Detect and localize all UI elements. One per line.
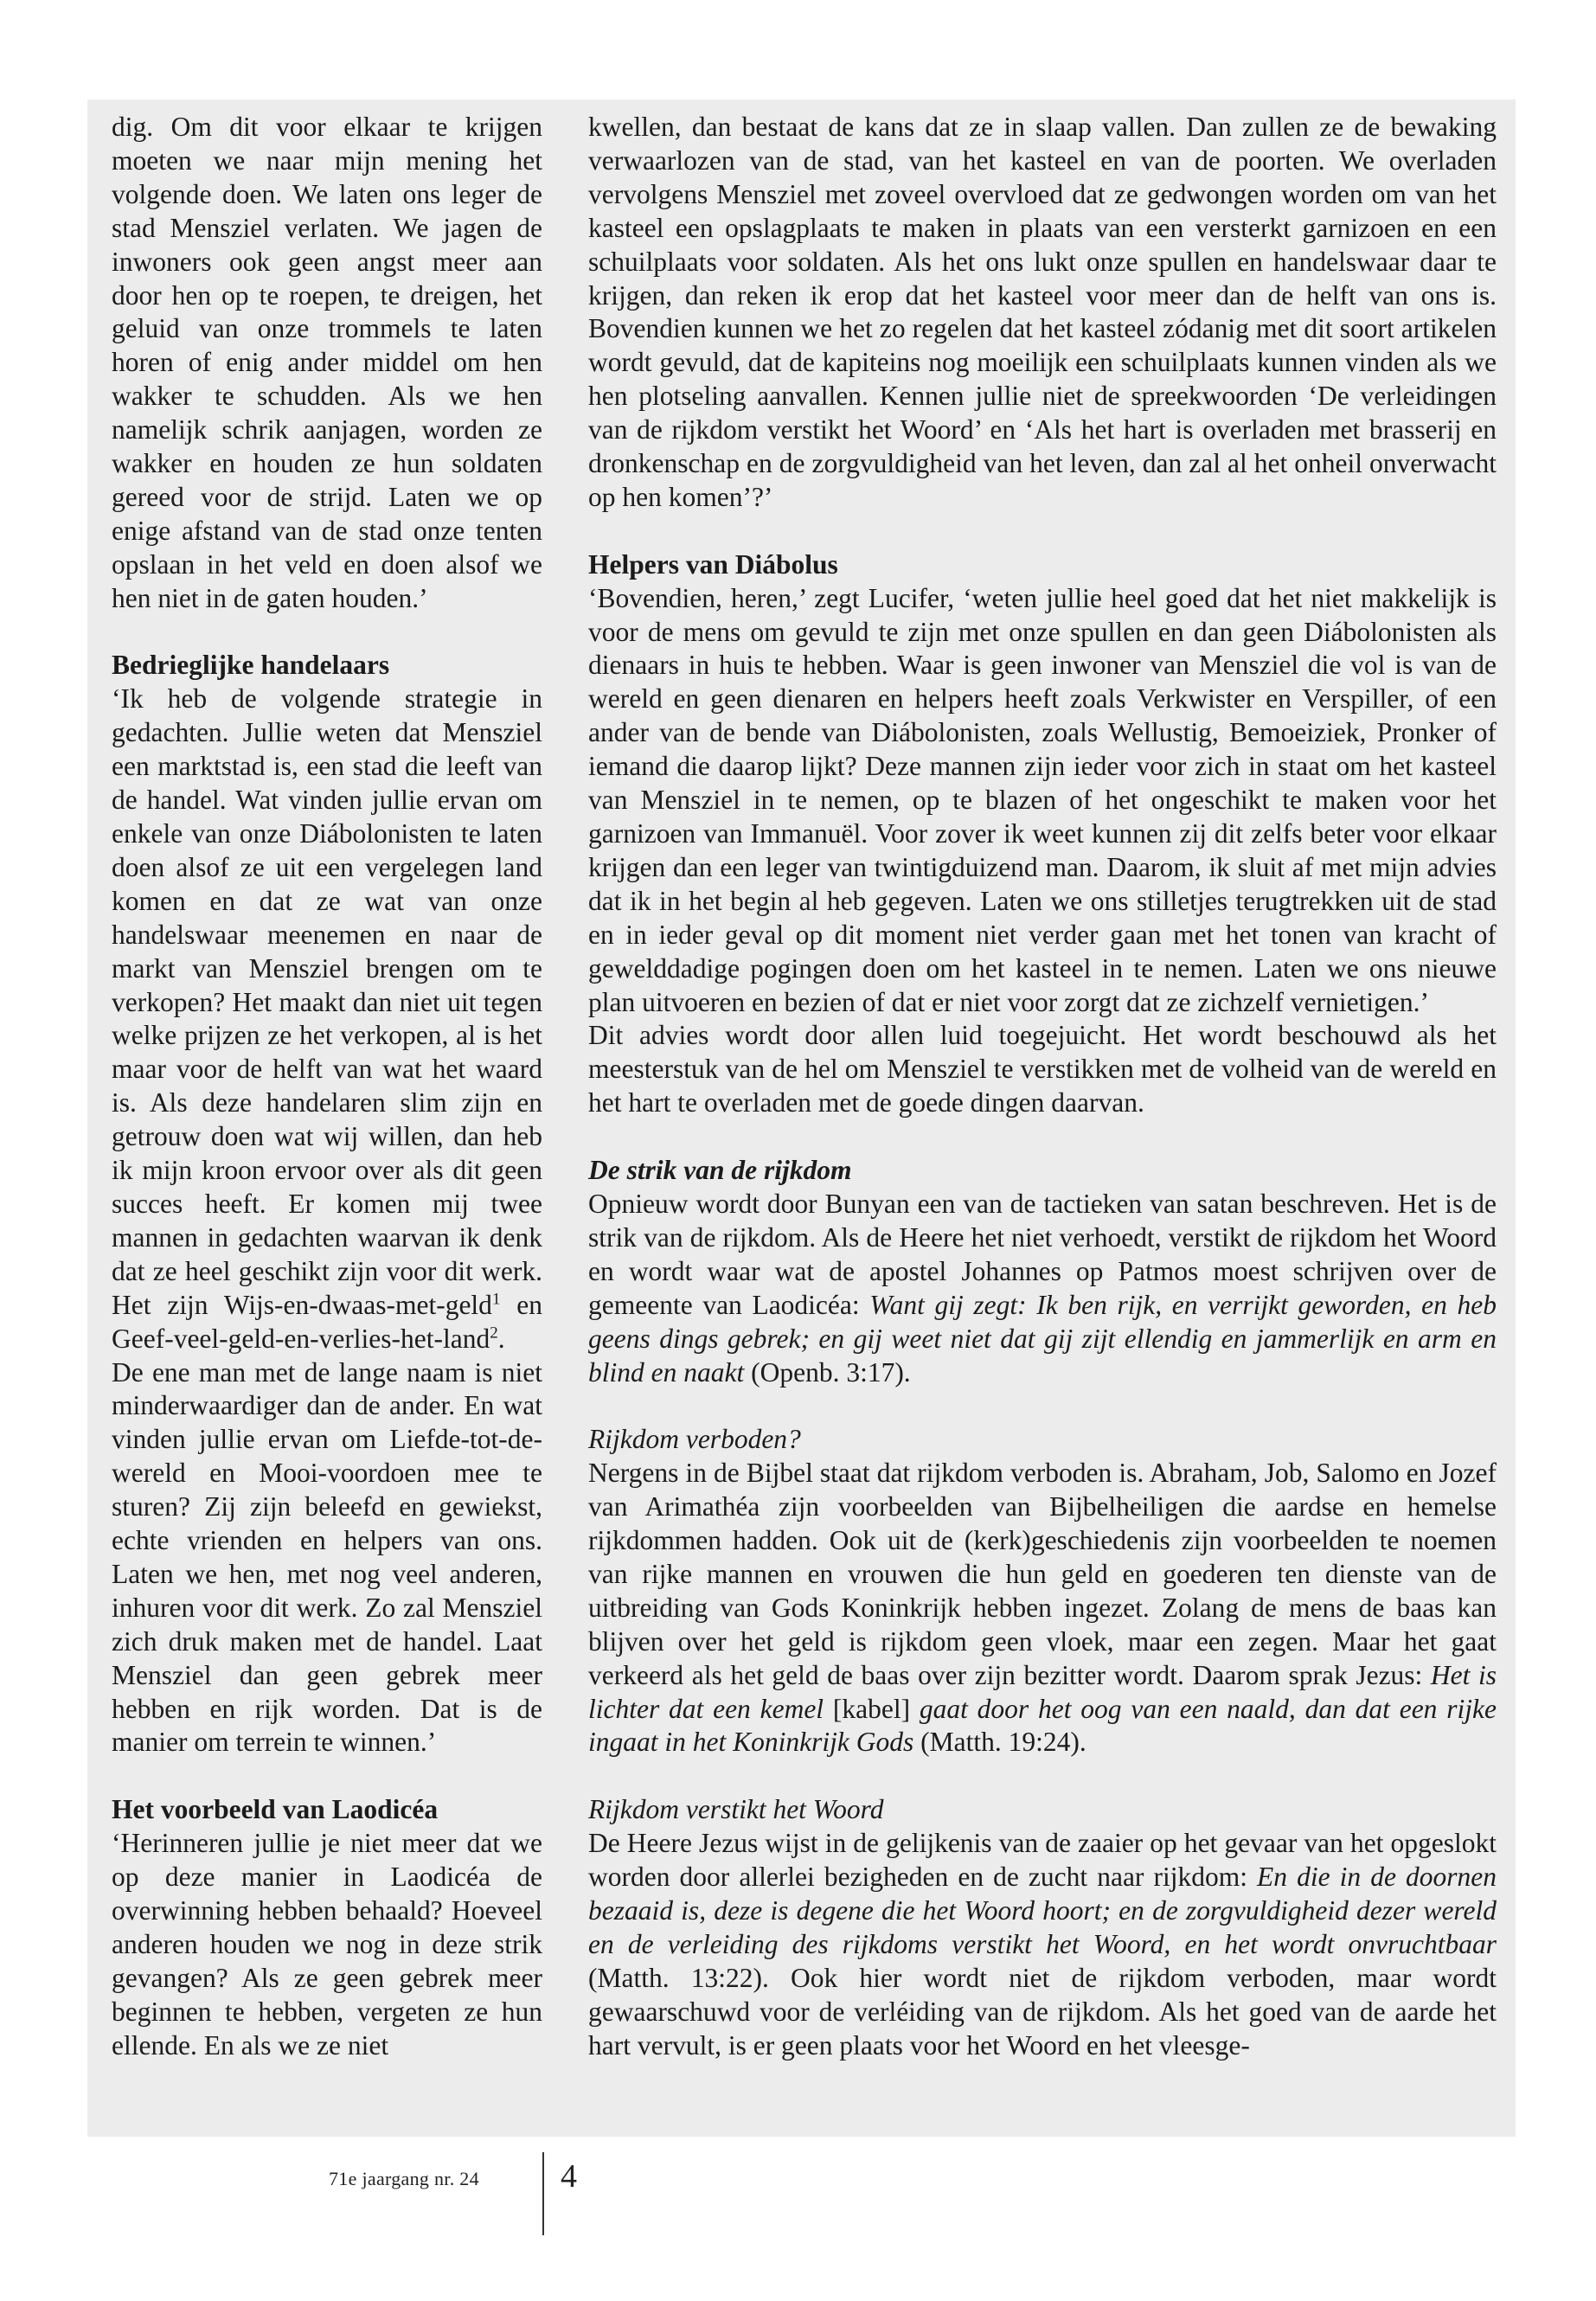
paragraph: ‘Herinneren jullie je niet meer dat we op deze manier in Laodicéa de overwinning hebben behaald? Hoeveel anderen houden we nog in deze strik gevangen? Als ze geen gebrek meer beginnen te hebben, vergeten ze hun ellende. En als we ze niet: [112, 1828, 542, 2061]
scripture-quote: Want gij zegt: Ik ben rijk, en verrijkt geworden, en heb geens dings gebrek; en gij weet niet dat gij zijt ellendig en jammerlijk en arm en blind en naakt: [588, 1289, 1497, 1388]
paragraph: kwellen, dan bestaat de kans dat ze in slaap vallen. Dan zullen ze de bewaking verwaarlozen van de stad, van het kasteel en van de poorten. We overladen vervolgens Mensziel met zoveel overvloed dat ze gedwongen worden om van het kasteel een opslagplaats te maken in plaats van een versterkt garnizoen en een schuilplaats voor soldaten. Als het ons lukt onze spullen en handelswaar daar te krijgen, dan reken ik erop dat het kasteel voor meer dan de helft van ons is. Bovendien kunnen we het zo regelen dat het kasteel zódanig met dit soort artikelen wordt gevuld, dat de kapiteins nog moeilijk een schuilplaats kunnen vinden als we hen plotseling aanvallen. Kennen jullie niet de spreekwoorden ‘De verleidingen van de rijkdom verstikt het Woord’ en ‘Als het hart is overladen met brasserij en dronkenschap en de zorgvuldigheid van het leven, dan zal al het onheil onverwacht op hen komen’?’: [588, 112, 1497, 512]
page-number: 4: [561, 2158, 577, 2195]
text-run: . De ene man met de lange naam is niet minderwaardiger dan de ander. En wat vinden jullie ervan om Liefde-tot-de-wereld en Mooi-voordoen mee te sturen? Zij zijn beleefd en gewiekst, echte vrienden en helpers van ons. Laten we hen, met nog veel anderen, inhuren voor dit werk. Zo zal Mensziel zich druk maken met de handel. Laat Mensziel dan geen gebrek meer hebben en rijk worden. Dat is de manier om terrein te winnen.’: [112, 1323, 542, 1758]
paragraph: [588, 1457, 1497, 1759]
paragraph-spacer: [588, 1759, 1497, 1793]
scripture-quote: En die in de doornen bezaaid is, deze is degene die het Woord hoort; en de zorgvuldigheid dezer wereld en de verleiding des rijkdoms verstikt het Woord, en het wordt onvruchtbaar: [588, 1862, 1497, 1959]
text-run: De Heere Jezus wijst in de gelijkenis van de zaaier op het gevaar van het opgeslokt worden door allerlei bezigheden en de zucht naar rijkdom:: [588, 1828, 1497, 1893]
scripture-reference: (Openb. 3:17).: [744, 1356, 911, 1388]
section-heading-voorbeeld-laodicea: Het voorbeeld van Laodicéa: [112, 1794, 439, 1825]
left-column: [112, 111, 542, 2063]
text-run: Nergens in de Bijbel staat dat rijkdom verboden is. Abraham, Job, Salomo en Jozef van Arimathéa zijn voorbeelden van Bijbelheiligen die aardse en hemelse rijkdommen hadden. Ook uit de (kerk)geschiedenis zijn voorbeelden te noemen van rijke mannen en vrouwen die hun geld en goederen ten dienste van de uitbreiding van Gods Koninkrijk hebben ingezet. Zolang de mens de baas kan blijven over het geld is rijkdom geen vloek, maar een zegen. Maar het gaat verkeerd als het geld de baas over zijn bezitter wordt. Daarom sprak Jezus:: [588, 1458, 1497, 1690]
scripture-reference: (Matth. 19:24).: [913, 1727, 1086, 1758]
section-heading-strik-van-de-rijkdom: De strik van de rijkdom: [588, 1155, 852, 1186]
paragraph-spacer: [588, 515, 1497, 548]
subheading-rijkdom-verboden: Rijkdom verboden?: [588, 1424, 801, 1455]
paragraph: dig. Om dit voor elkaar te krijgen moeten we naar mijn mening het volgende doen. We laten ons leger de stad Mensziel verlaten. We jagen de inwoners ook geen angst meer aan door hen op te roepen, te dreigen, het geluid van onze trommels te laten horen of enig ander middel om hen wakker te schudden. Als we hen namelijk schrik aanjagen, worden ze wakker en houden ze hun soldaten gereed voor de strijd. Laten we op enige afstand van de stad onze tenten opslaan in het veld en doen alsof we hen niet in de gaten houden.’: [112, 112, 542, 613]
paragraph-spacer: [588, 1389, 1497, 1423]
text-run: ‘Ik heb de volgende strategie in gedachten. Jullie weten dat Mensziel een marktstad is, een stad die leeft van de handel. Wat vinden jullie ervan om enkele van onze Diábolonisten te laten doen alsof ze uit een vergelegen land komen en dat ze wat van onze handelswaar meenemen en naar de markt van Mensziel brengen om te verkopen? Het maakt dan niet uit tegen welke prijzen ze het verkopen, al is het maar voor de helft van wat het waard is. Als deze handelaren slim zijn en getrouw doen wat wij willen, dan heb ik mijn kroon ervoor over als dit geen succes heeft. Er komen mij twee mannen in gedachten waarvan ik denk dat ze heel geschikt zijn voor dit werk. Het zijn Wijs-en-dwaas-met-geld: [112, 683, 542, 1320]
text-run: (Matth. 13:22). Ook hier wordt niet de rijkdom verboden, maar wordt gewaarschuwd voor de verléiding van de rijkdom. Als het goed van de aarde het hart vervult, is er geen plaats voor het Woord en het vleesge-: [588, 1962, 1497, 2061]
paragraph-spacer: [112, 616, 542, 650]
paragraph: [588, 1188, 1497, 1389]
footnote-marker[interactable]: 2: [490, 1324, 498, 1343]
paragraph: Dit advies wordt door allen luid toegejuicht. Het wordt beschouwd als het meesterstuk van de hel om Mensziel te verstikken met de volheid van de wereld en het hart te overladen met de goede dingen daarvan.: [588, 1020, 1497, 1118]
text-run: en Geef-veel-geld-en-verlies-het-land: [112, 1289, 543, 1354]
paragraph-spacer: [588, 1120, 1497, 1154]
page-footer: [0, 2152, 1596, 2239]
paragraph: ‘Bovendien, heren,’ zegt Lucifer, ‘weten jullie heel goed dat het niet makkelijk is voor de mens om gevuld te zijn met onze spullen en dan geen Diábolonisten als dienaars in huis te hebben. Waar is geen inwoner van Mensziel die vol is van de wereld en geen dienaren en helpers heeft zoals Verkwister en Verspiller, of een ander van de bende van Diábolonisten, zoals Wellustig, Bemoeiziek, Pronker of iemand die daarop lijkt? Deze mannen zijn ieder voor zich in staat om het kasteel van Mensziel in te nemen, op te blazen of het ongeschikt te maken voor het garnizoen van Immanuël. Voor zover ik weet kunnen zij dit zelfs beter voor elkaar krijgen dan een leger van twintigduizend man. Daarom, ik sluit af met mijn advies dat ik in het begin al heb gegeven. Laten we ons stilletjes terugtrekken uit de stad en in ieder geval op dit moment niet verder gaan met het tonen van kracht of gewelddadige pogingen doen om het kasteel in te nemen. Laten we ons nieuwe plan uitvoeren en bezien of dat er niet voor zorgt dat ze zichzelf vernietigen.’: [588, 582, 1497, 1017]
subheading-rijkdom-verstikt-het-woord: Rijkdom verstikt het Woord: [588, 1794, 884, 1825]
right-column: [588, 111, 1497, 2063]
issue-label: 71e jaargang nr. 24: [329, 2168, 479, 2189]
paragraph: [112, 683, 542, 1759]
section-heading-helpers-van-diabolus: Helpers van Diábolus: [588, 548, 838, 580]
section-heading-bedrieglijke-handelaars: Bedrieglijke handelaars: [112, 650, 390, 681]
paragraph: [588, 1827, 1497, 2062]
scripture-quote: Het is lichter dat een kemel: [588, 1659, 1497, 1724]
footnote-marker[interactable]: 1: [491, 1290, 501, 1309]
text-run: Opnieuw wordt door Bunyan een van de tactieken van satan beschreven. Het is de strik van de rijkdom. Als de Heere het niet verhoedt, verstikt de rijkdom het Woord en wordt waar wat de apostel Johannes op Patmos moest schrijven over de gemeente van Laodicéa:: [588, 1188, 1497, 1320]
paragraph-spacer: [112, 1759, 542, 1793]
bracket-note: [kabel]: [824, 1693, 920, 1724]
footer-divider: [542, 2152, 544, 2235]
scripture-quote: gaat door het oog van een naald, dan dat een rijke ingaat in het Koninkrijk Gods: [588, 1693, 1497, 1758]
